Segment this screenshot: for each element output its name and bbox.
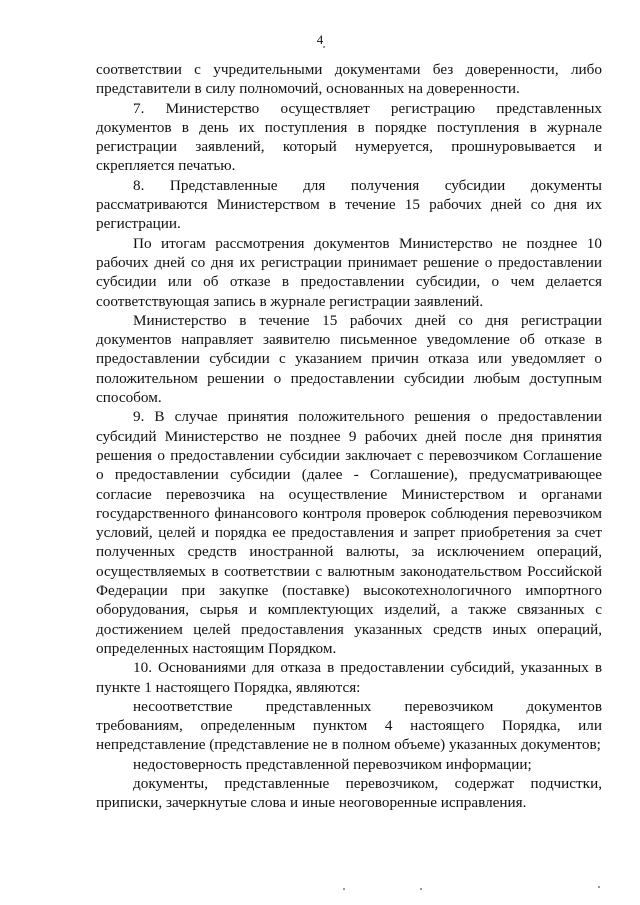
scan-speck — [343, 888, 345, 890]
paragraph-notification: Министерство в течение 15 рабочих дней со дня регистрации документов направляет заявителю письменное уведомление об отказе в предоставлении субсидии с указанием причин отказа или уведомляет о положительном решении о предоставлении субсидии любым доступным способом. — [96, 311, 602, 407]
paragraph-10: 10. Основаниями для отказа в предоставлении субсидий, указанных в пункте 1 настоящего Порядка, являются: — [96, 659, 602, 696]
paragraph-8: 8. Представленные для получения субсидии документы рассматриваются Министерством в течение 15 рабочих дней со дня их регистрации. — [96, 176, 602, 233]
paragraph-7: 7. Министерство осуществляет регистрацию представленных документов в день их поступления в порядке поступления в журнале регистрации заявлений, который нумеруется, прошнуровывается и скрепляется печатью. — [96, 99, 602, 175]
paragraph-review-decision: По итогам рассмотрения документов Министерство не позднее 10 рабочих дней со дня их регистрации принимает решение о предоставлении субсидии или об отказе в предоставлении субсидии, о чем делается соответствующая запись в журнале регистрации заявлений. — [96, 234, 602, 310]
paragraph-continuation: соответствии с учредительными документами без доверенности, либо представители в силу полномочий, основанных на доверенности. — [96, 61, 602, 98]
refusal-ground-3: документы, представленные перевозчиком, содержат подчистки, приписки, зачеркнутые слова и иные неоговоренные исправления. — [96, 774, 602, 812]
scan-speck — [420, 888, 422, 890]
page-number: 4 — [316, 32, 324, 47]
document-body — [96, 60, 602, 813]
scan-speck — [323, 46, 325, 48]
paragraph-9: 9. В случае принятия положительного решения о предоставлении субсидий Министерство не позднее 9 рабочих дней после дня принятия решения о предоставлении субсидии заключает с перевозчиком Соглашение о предоставлении субсидии (далее - Соглашение), предусматривающее согласие перевозчика на осуществление Министерством и органами государственного финансового контроля проверок соблюдения перевозчиком условий, целей и порядка ее предоставления и запрет приобретения за счет полученных средств иностранной валюты, за исключением операций, осуществляемых в соответствии с валютным законодательством Российской Федерации при закупке (поставке) высокотехнологичного импортного оборудования, сырья и комплектующих изделий, а также связанных с достижением целей предоставления указанных средств иных операций, определенных настоящим Порядком. — [96, 408, 602, 657]
refusal-ground-2: недостоверность представленной перевозчиком информации; — [133, 755, 532, 773]
refusal-ground-1: несоответствие представленных перевозчиком документов требованиям, определенным пунктом 4 настоящего Порядка, или непредставление (представление не в полном объеме) указанных документов; — [96, 697, 602, 754]
scan-speck — [598, 886, 600, 888]
